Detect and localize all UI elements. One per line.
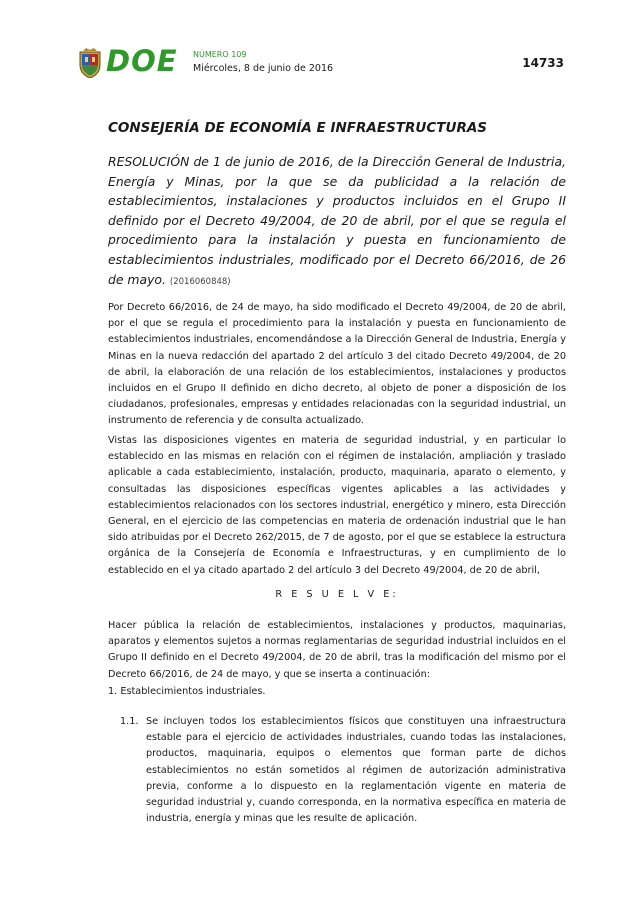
paragraph-2: Vistas las disposiciones vigentes en materia de seguridad industrial, y en particular lo establecido en las mismas en relación con el régimen de instalación, ampliación y traslado aplicable a cada establecimiento, instalación, producto, maquinaria, aparato o elemento, y consultadas las disposiciones específicas vigentes aplicables a las actividades y establecimientos relacionados con los sectores industrial, energético y minero, esta Dirección General, en el ejercicio de las competencias en materia de ordenación industrial que le han sido atribuidas por el Decreto 262/2015, de 7 de agosto, por el que se establece la estructura orgánica de la Consejería de Economía e Infraestructuras, y en cumplimiento de lo establecido en el ya citado apartado 2 del artículo 3 del Decreto 49/2004, de 20 de abril, bbox=[108, 435, 566, 576]
list-item-1: 1. Establecimientos industriales. bbox=[108, 686, 266, 697]
subitem-text: Se incluyen todos los establecimientos físicos que constituyen una infraestructura estable para el ejercicio de actividades industriales, cuando todas las instalaciones, productos, maquinaria, equipos o elementos que forman parte de dichos establecimientos no están sometidos al régimen de autorización administrativa previa, conforme a lo dispuesto en la reglamentación vigente en materia de seguridad industrial y, cuando corresponda, en la normativa específica en materia de industria, energía y minas que les resulte de aplicación. bbox=[146, 716, 566, 825]
paragraph-3: Hacer pública la relación de establecimientos, instalaciones y productos, maquinarias, aparatos y elementos sujetos a normas reglamentarias de seguridad industrial incluidos en el Grupo II definido en el Decreto 49/2004, de 20 de abril, tras la modificación del mismo por el Decreto 66/2016, de 24 de mayo, y que se inserta a continuación: bbox=[108, 620, 566, 680]
resolution-text: RESOLUCIÓN de 1 de junio de 2016, de la Dirección General de Industria, Energía y Minas, por la que se da publicidad a la relación de establecimientos, instalaciones y productos incluidos en el Grupo II definido por el Decreto 49/2004, de 20 de abril, por el que se regula el procedimiento para la instalación y puesta en funcionamiento de establecimientos industriales, modificado por el Decreto 66/2016, de 26 de mayo. bbox=[108, 154, 566, 287]
subitem-number: 1.1. bbox=[120, 716, 139, 727]
page-header bbox=[78, 44, 568, 84]
publication-date: Miércoles, 8 de junio de 2016 bbox=[193, 63, 334, 74]
resolution-heading bbox=[108, 152, 566, 292]
list-subitem-1-1 bbox=[120, 714, 566, 827]
issue-number: NÚMERO 109 bbox=[193, 50, 247, 59]
doe-logo: DOE bbox=[106, 44, 178, 78]
section-title: CONSEJERÍA DE ECONOMÍA E INFRAESTRUCTURAS bbox=[108, 120, 488, 136]
page-number: 14733 bbox=[522, 56, 564, 70]
resuelve-heading: R E S U E L V E: bbox=[275, 589, 399, 600]
coat-of-arms-icon bbox=[78, 48, 102, 78]
resolution-code: (2016060848) bbox=[169, 276, 231, 287]
paragraph-1: Por Decreto 66/2016, de 24 de mayo, ha sido modificado el Decreto 49/2004, de 20 de abril, por el que se regula el procedimiento para la instalación y puesta en funcionamiento de establecimientos industriales, encomendándose a la Dirección General de Industria, Energía y Minas en la nueva redacción del apartado 2 del artículo 3 del citado Decreto 49/2004, de 20 de abril, la elaboración de una relación de los establecimientos, instalaciones y productos incluidos en el Grupo II definido en dicho decreto, al objeto de poner a disposición de los ciudadanos, profesionales, empresas y entidades relacionadas con la seguridad industrial, un instrumento de referencia y de consulta actualizado. bbox=[108, 302, 566, 427]
